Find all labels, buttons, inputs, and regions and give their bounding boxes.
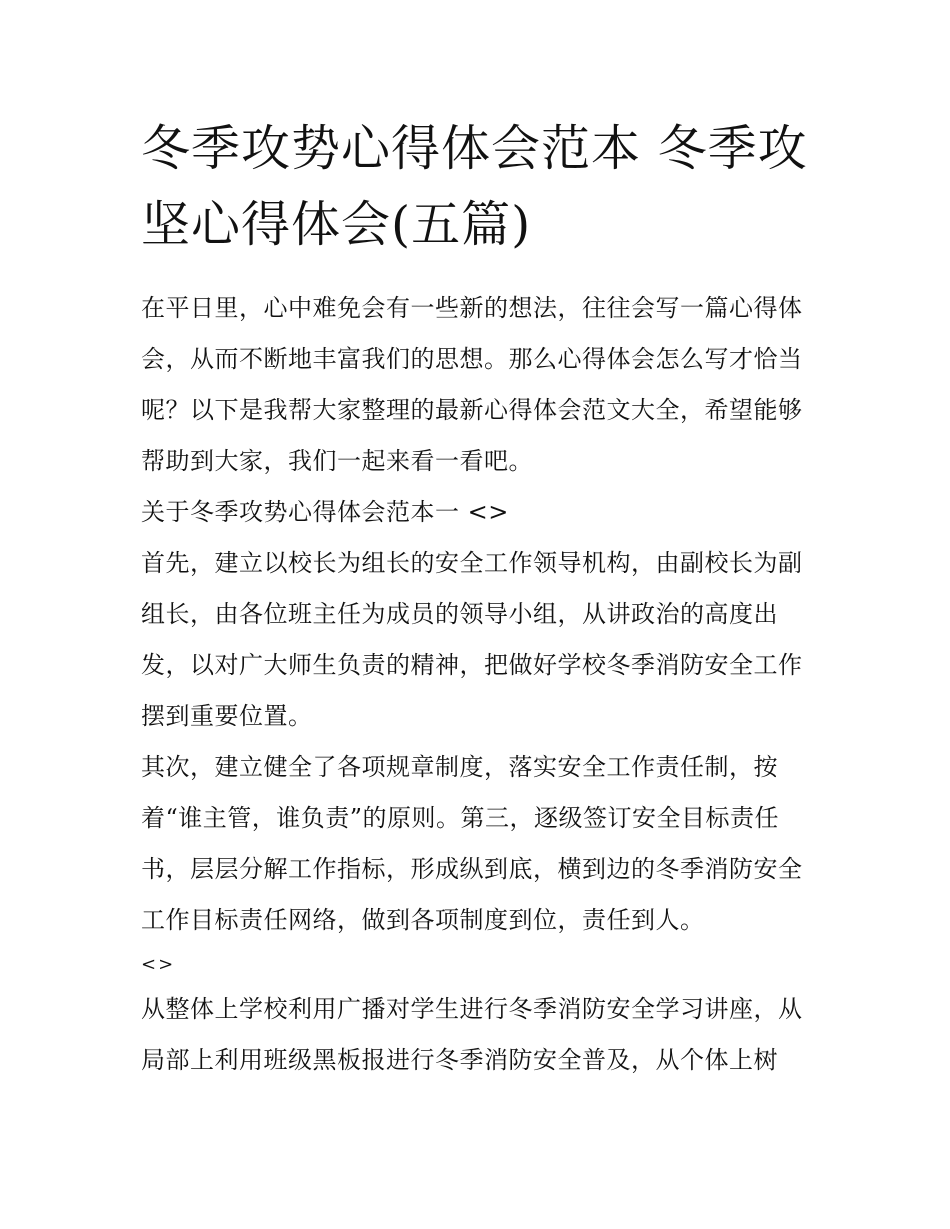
body-paragraph: 其次，建立健全了各项规章制度，落实安全工作责任制，按着“谁主管，谁负责”的原则。第三，逐级签订安全目标责任书，层层分解工作指标，形成纵到底，横到边的冬季消防安全工作目标责任网络，做到各项制度到位，责任到人。 [141,753,803,934]
body-paragraph: 首先，建立以校长为组长的安全工作领导机构，由副校长为副组长，由各位班主任为成员的领导小组，从讲政治的高度出发，以对广大师生负责的精神，把做好学校冬季消防安全工作摆到重要位置。 [141,549,803,730]
section-heading: 关于冬季攻势心得体会范本一 <> [141,498,509,526]
document-title: 冬季攻势心得体会范本 冬季攻坚心得体会(五篇) [141,120,808,253]
intro-paragraph: 在平日里，心中难免会有一些新的想法，往往会写一篇心得体会，从而不断地丰富我们的思想。那么心得体会怎么写才恰当呢？以下是我帮大家整理的最新心得体会范文大全，希望能够帮助到大家，我们一起来看一看吧。 [141,294,803,475]
document-body [141,283,813,1086]
section-marker: <> [141,954,176,975]
body-paragraph: 从整体上学校利用广播对学生进行冬季消防安全学习讲座，从局部上利用班级黑板报进行冬季消防安全普及，从个体上树 [141,995,803,1074]
